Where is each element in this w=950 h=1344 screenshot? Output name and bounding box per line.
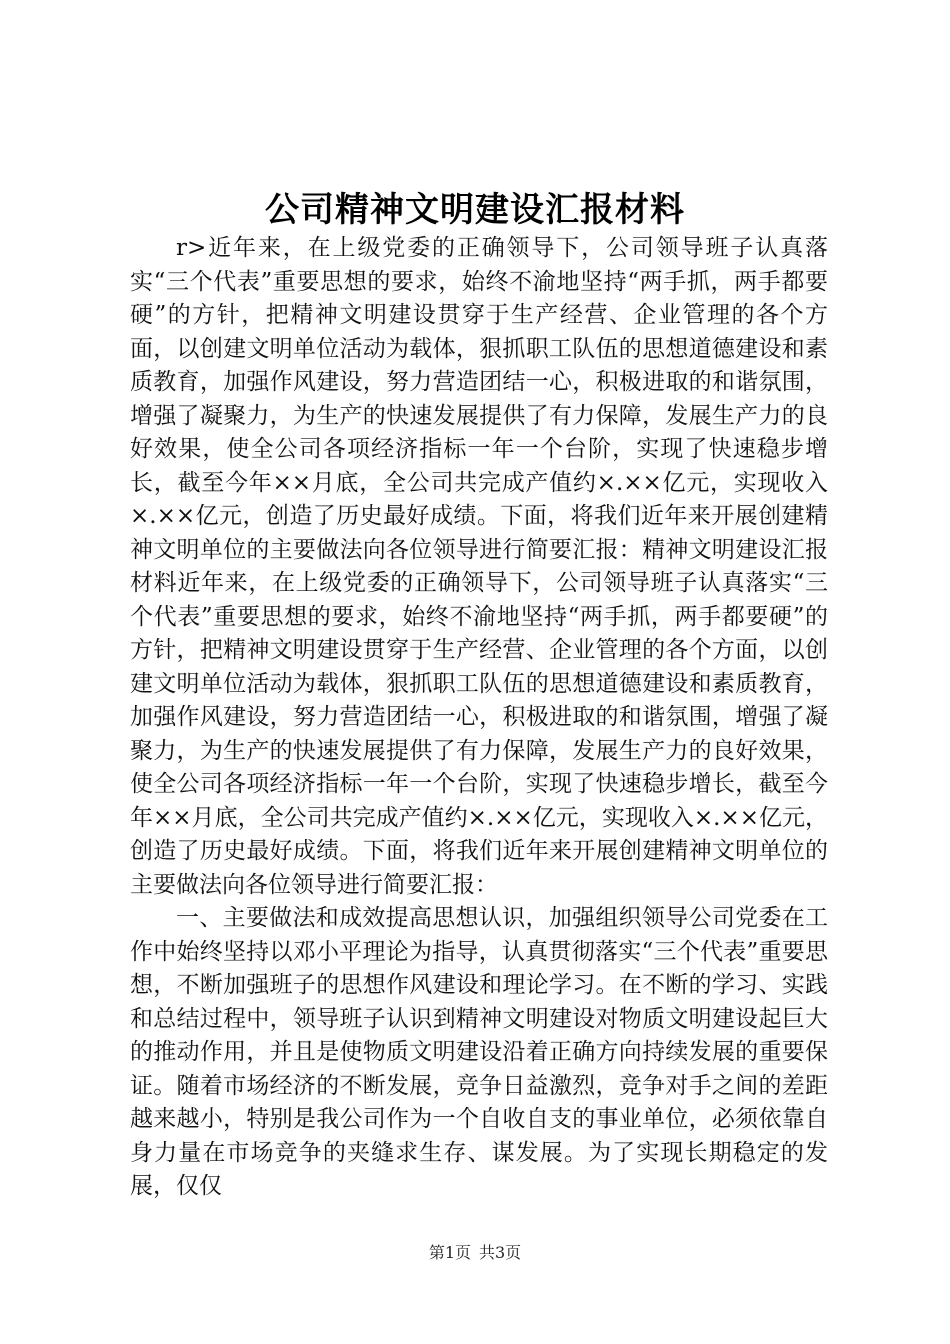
document-title: 公司精神文明建设汇报材料: [265, 190, 685, 230]
document-body: [130, 232, 828, 1204]
body-paragraph-2: 一、主要做法和成效提高思想认识，加强组织领导公司党委在工作中始终坚持以邓小平理论为指导，认真贯彻落实“三个代表”重要思想，不断加强班子的思想作风建设和理论学习。在不断的学习、实践和总结过程中，领导班子认识到精神文明建设对物质文明建设起巨大的推动作用，并且是使物质文明建设沿着正确方向持续发展的重要保证。随着市场经济的不断发展，竞争日益激烈，竞争对手之间的差距越来越小，特别是我公司作为一个自收自支的事业单位，必须依靠自身力量在市场竞争的夹缝求生存、谋发展。为了实现长期稳定的发展，仅仅: [130, 905, 828, 1199]
page-footer: [0, 1243, 950, 1263]
page-total: 共3页: [479, 1243, 522, 1262]
page-number: 第1页: [428, 1243, 471, 1262]
body-paragraph-1: r>近年来，在上级党委的正确领导下，公司领导班子认真落实“三个代表”重要思想的要求，始终不渝地坚持“两手抓，两手都要硬”的方针，把精神文明建设贯穿于生产经营、企业管理的各个方面，以创建文明单位活动为载体，狠抓职工队伍的思想道德建设和素质教育，加强作风建设，努力营造团结一心，积极进取的和谐氛围，增强了凝聚力，为生产的快速发展提供了有力保障，发展生产力的良好效果，使全公司各项经济指标一年一个台阶，实现了快速稳步增长，截至今年××月底，全公司共完成产值约×.××亿元，实现收入×.××亿元，创造了历史最好成绩。下面，将我们近年来开展创建精神文明单位的主要做法向各位领导进行简要汇报：精神文明建设汇报材料近年来，在上级党委的正确领导下，公司领导班子认真落实“三个代表”重要思想的要求，始终不渝地坚持“两手抓，两手都要硬”的方针，把精神文明建设贯穿于生产经营、企业管理的各个方面，以创建文明单位活动为载体，狠抓职工队伍的思想道德建设和素质教育，加强作风建设，努力营造团结一心，积极进取的和谐氛围，增强了凝聚力，为生产的快速发展提供了有力保障，发展生产力的良好效果，使全公司各项经济指标一年一个台阶，实现了快速稳步增长，截至今年××月底，全公司共完成产值约×.××亿元，实现收入×.××亿元，创造了历史最好成绩。下面，将我们近年来开展创建精神文明单位的主要做法向各位领导进行简要汇报：: [130, 235, 828, 898]
